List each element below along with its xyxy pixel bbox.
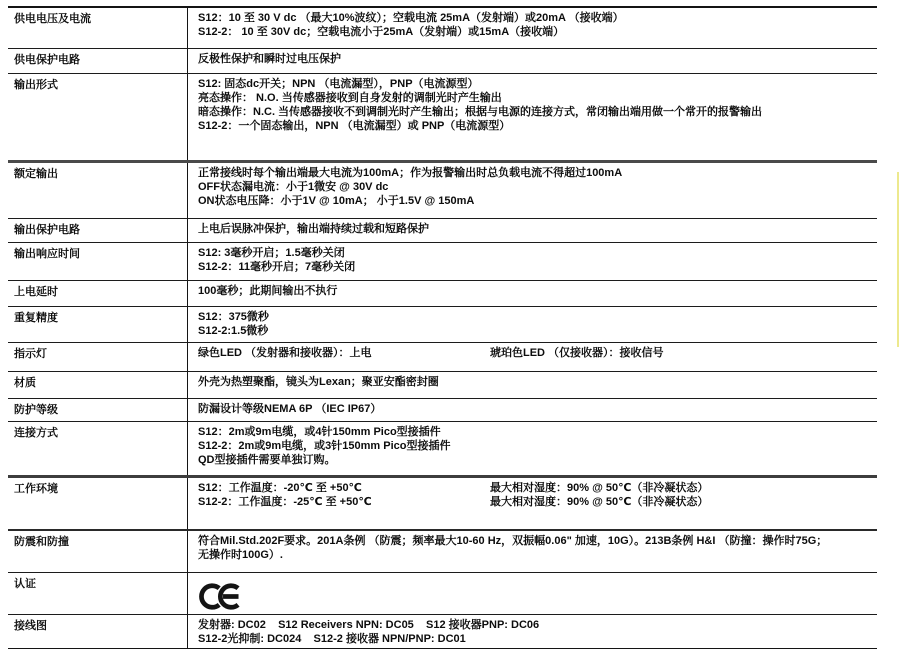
row-supply-protection	[8, 48, 877, 73]
spec-content	[187, 573, 877, 614]
environment-line	[198, 481, 871, 495]
spec-content	[187, 8, 877, 48]
row-operating-environment	[8, 475, 877, 529]
temperature-spec: S12-2：工作温度：-25℃ 至 +50℃	[198, 496, 372, 508]
row-connection	[8, 421, 877, 475]
row-indicators	[8, 342, 877, 371]
spec-label: 输出响应时间	[14, 248, 80, 260]
row-wiring-diagram	[8, 614, 877, 648]
row-supply-voltage-current	[8, 8, 877, 48]
spec-content	[187, 531, 877, 572]
spec-value-line: 上电后误脉冲保护，输出端持续过载和短路保护	[198, 223, 429, 235]
spec-value-line: S12-2光抑制: DC024 S12-2 接收器 NPN/PNP: DC01	[198, 633, 466, 645]
spec-value-line: S12-2：2m或9m电缆，或3针150mm Pico型接插件	[198, 440, 451, 452]
spec-label: 输出形式	[14, 79, 58, 91]
spec-label: 供电保护电路	[14, 54, 80, 66]
spec-value-line: 发射器: DC02 S12 Receivers NPN: DC05 S12 接收器PNP: DC06	[198, 619, 540, 631]
spec-value-line: OFF状态漏电流：小于1微安 @ 30V dc	[198, 181, 389, 193]
spec-value-line: ON状态电压降：小于1V @ 10mA； 小于1.5V @ 150mA	[198, 195, 475, 207]
row-protection-rating	[8, 398, 877, 421]
spec-value-line: S12：375微秒	[198, 311, 269, 323]
spec-content	[187, 343, 877, 371]
spec-value-line: S12: 固态dc开关；NPN （电流漏型），PNP（电流源型）	[198, 78, 479, 90]
spec-value-line: 正常接线时每个输出端最大电流为100mA；作为报警输出时总负载电流不得超过100mA	[198, 167, 623, 179]
spec-value-line: S12-2： 10 至 30V dc；空载电流小于25mA（发射端）或15mA（接收端）	[198, 26, 565, 38]
spec-value-line: S12-2：11毫秒开启；7毫秒关闭	[198, 261, 356, 273]
spec-value-line: 防漏设计等级NEMA 6P （IEC IP67）	[198, 403, 382, 415]
spec-label: 认证	[14, 578, 36, 590]
indicator-columns	[198, 346, 871, 360]
row-material	[8, 371, 877, 398]
amber-led-spec: 琥珀色LED （仅接收器）：接收信号	[490, 347, 664, 359]
row-rated-output	[8, 160, 877, 218]
row-certification	[8, 572, 877, 614]
spec-value-line: S12：2m或9m电缆，或4针150mm Pico型接插件	[198, 426, 441, 438]
temperature-spec: S12：工作温度：-20℃ 至 +50℃	[198, 482, 362, 494]
spec-content	[187, 74, 877, 160]
spec-content	[187, 399, 877, 421]
spec-value-line: 100毫秒；此期间输出不执行	[198, 285, 338, 297]
spec-content	[187, 49, 877, 73]
ce-mark-icon	[198, 581, 244, 612]
row-shock-vibration	[8, 529, 877, 572]
spec-content	[187, 478, 877, 529]
spec-content	[187, 281, 877, 306]
spec-value-line: 反极性保护和瞬时过电压保护	[198, 53, 341, 65]
spec-value-line: S12：10 至 30 V dc （最大10%波纹）；空载电流 25mA（发射端）或20mA （接收端）	[198, 12, 624, 24]
spec-label: 指示灯	[14, 348, 47, 360]
spec-label: 连接方式	[14, 427, 58, 439]
spec-label: 防震和防撞	[14, 536, 69, 548]
humidity-spec: 最大相对湿度：90% @ 50℃（非冷凝状态）	[490, 482, 709, 494]
spec-label: 上电延时	[14, 286, 58, 298]
spec-label: 防护等级	[14, 404, 58, 416]
spec-content	[187, 307, 877, 342]
spec-content	[187, 615, 877, 648]
spec-label: 输出保护电路	[14, 224, 80, 236]
spec-label: 工作环境	[14, 483, 58, 495]
spec-value-line: S12-2:1.5微秒	[198, 325, 269, 337]
row-response-time	[8, 242, 877, 280]
spec-label: 额定输出	[14, 168, 58, 180]
spec-value-line: 亮态操作： N.O. 当传感器接收到自身发射的调制光时产生输出	[198, 92, 502, 104]
spec-content	[187, 422, 877, 475]
spec-table	[8, 6, 877, 649]
row-repeatability	[8, 306, 877, 342]
spec-label: 重复精度	[14, 312, 58, 324]
environment-line	[198, 495, 871, 509]
spec-label: 接线图	[14, 620, 47, 632]
spec-label: 材质	[14, 377, 36, 389]
spec-value-line: 无操作时100G）.	[198, 549, 283, 561]
row-power-up-delay	[8, 280, 877, 306]
spec-content	[187, 243, 877, 280]
spec-content	[187, 163, 877, 218]
scan-artifact-line	[897, 172, 899, 347]
spec-content	[187, 372, 877, 398]
spec-label: 供电电压及电流	[14, 13, 91, 25]
row-output-type	[8, 73, 877, 160]
spec-value-line: S12: 3毫秒开启；1.5毫秒关闭	[198, 247, 345, 259]
green-led-spec: 绿色LED （发射器和接收器）：上电	[198, 347, 372, 359]
spec-value-line: 外壳为热塑聚酯，镜头为Lexan；聚亚安酯密封圈	[198, 376, 439, 388]
spec-value-line: S12-2：一个固态输出，NPN （电流漏型）或 PNP（电流源型）	[198, 120, 511, 132]
humidity-spec: 最大相对湿度：90% @ 50℃（非冷凝状态）	[490, 496, 709, 508]
row-output-protection	[8, 218, 877, 242]
spec-value-line: 符合Mil.Std.202F要求。201A条例 （防震；频率最大10-60 Hz，双振幅0.06" 加速，10G）。213B条例 H&I （防撞：操作时75G；	[198, 535, 828, 547]
spec-value-line: 暗态操作：N.C. 当传感器接收不到调制光时产生输出；根据与电源的连接方式，常闭输出端用做一个常开的报警输出	[198, 106, 763, 118]
ce-mark-label	[198, 612, 199, 613]
spec-content	[187, 219, 877, 242]
spec-value-line: QD型接插件需要单独订购。	[198, 454, 336, 466]
